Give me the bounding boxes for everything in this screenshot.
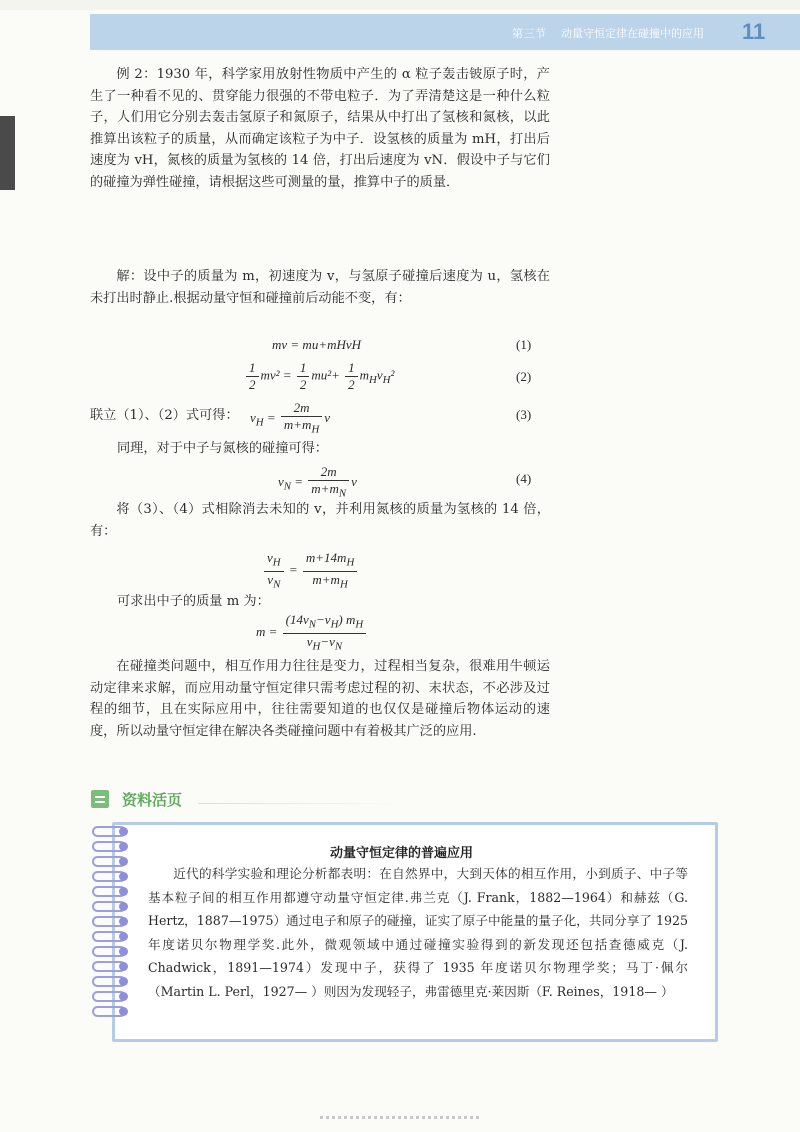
- binding-ring: [92, 871, 126, 882]
- resource-underline: [198, 803, 398, 804]
- equation-2-number: (2): [516, 369, 532, 384]
- equation-3: $v_H$ = $\frac{2m}{m+m_H}$ v: [250, 400, 331, 436]
- equation-1-number: (1): [516, 337, 532, 352]
- resource-page-icon: [91, 790, 109, 808]
- binding-ring: [92, 931, 126, 942]
- binding-ring: [92, 886, 126, 897]
- find-mass-text: 可求出中子的质量 m 为：: [117, 594, 270, 609]
- equation-2: $\frac{1}{2}$ mv² = $\frac{1}{2}$ mu²+ $\frac{1}{2}$ $m_Hv_H^2$: [244, 360, 394, 393]
- binding-ring: [92, 946, 126, 957]
- binding-ring: [92, 916, 126, 927]
- equation-4: $v_N$ = $\frac{2m}{m+m_N}$ v: [278, 464, 357, 500]
- binding-ring: [92, 901, 126, 912]
- bottom-decoration: [320, 1116, 480, 1119]
- header-title: 动量守恒定律在碰撞中的应用: [561, 27, 704, 40]
- binding-ring: [92, 841, 126, 852]
- mass-equation: m = $\frac{(14v_N-v_H) m_H}{v_H-v_N}$: [256, 612, 368, 654]
- page-number: 11: [742, 19, 766, 44]
- left-edge-tab: [0, 116, 15, 190]
- conclusion-paragraph: 在碰撞类问题中，相互作用力往往是变力，过程相当复杂，很难用牛顿运动定律来求解，而应用动量守恒定律只需考虑过程的初、末状态，不必涉及过程的细节，且在实际应用中，往往需要知道的也仅仅是碰撞后物体运动的速度，所以动量守恒定律在解决各类碰撞问题中有着极其广泛的应用.: [90, 659, 550, 739]
- binding-ring: [92, 991, 126, 1002]
- equation-4-number: (4): [516, 471, 532, 486]
- equation-1: mv = mu+mHvH: [272, 337, 362, 352]
- binding-ring: [92, 826, 126, 837]
- resource-label: 资料活页: [122, 791, 183, 809]
- ratio-equation: $\frac{v_H}{v_N}$ = $\frac{m+14m_H}{m+m_H}$: [262, 550, 359, 592]
- spiral-binding: [92, 826, 128, 1026]
- similarly-text: 同理，对于中子与氮核的碰撞可得：: [117, 441, 328, 456]
- equation-3-number: (3): [516, 407, 532, 422]
- solution-intro: 解：设中子的质量为 m，初速度为 v，与氢原子碰撞后速度为 u，氢核在未打出时静止.根据动量守恒和碰撞前后动能不变，有：: [90, 269, 550, 306]
- divide-text: 将（3）、（4）式相除消去未知的 v，并利用氮核的质量为氢核的 14 倍，有：: [90, 502, 550, 539]
- top-strip: [0, 0, 800, 10]
- binding-ring: [92, 961, 126, 972]
- binding-ring: [92, 976, 126, 987]
- resource-box-title: 动量守恒定律的普遍应用: [330, 846, 474, 861]
- binding-ring: [92, 856, 126, 867]
- resource-box-text: 近代的科学实验和理论分析都表明：在自然界中，大到天体的相互作用，小到质子、中子等基本粒子间的相互作用都遵守动量守恒定律.弗兰克（J. Frank，1882—1964）和赫兹（G. Hertz，1887—1975）通过电子和原子的碰撞，证实了原子中能量的量子化，共同分享了 1925 年度诺贝尔物理学奖.此外，微观领域中通过碰撞实验得到的新发现还包括查德威克（J. Chadwick，1891—1974）发现中子，获得了 1935 年度诺贝尔物理学奖；马丁·佩尔（Martin L. Perl，1927— ）则因为发现轻子，弗雷德里克·莱因斯（F. Reines，1918— ）: [148, 866, 688, 999]
- binding-ring: [92, 1006, 126, 1017]
- example-paragraph: 例 2：1930 年，科学家用放射性物质中产生的 α 粒子轰击铍原子时，产生了一种看不见的、贯穿能力很强的不带电粒子．为了弄清楚这是一种什么粒子，人们用它分别去轰击氢原子和氮原子，结果从中打出了氢核和氮核，以此推算出该粒子的质量，从而确定该粒子为中子．设氢核的质量为 mH，打出后速度为 vH，氮核的质量为氢核的 14 倍，打出后速度为 vN．假设中子与它们的碰撞为弹性碰撞，请根据这些可测量的量，推算中子的质量．: [90, 67, 550, 190]
- header-section: 第三节: [512, 27, 547, 40]
- combine-label: 联立（1）、（2）式可得：: [90, 408, 239, 423]
